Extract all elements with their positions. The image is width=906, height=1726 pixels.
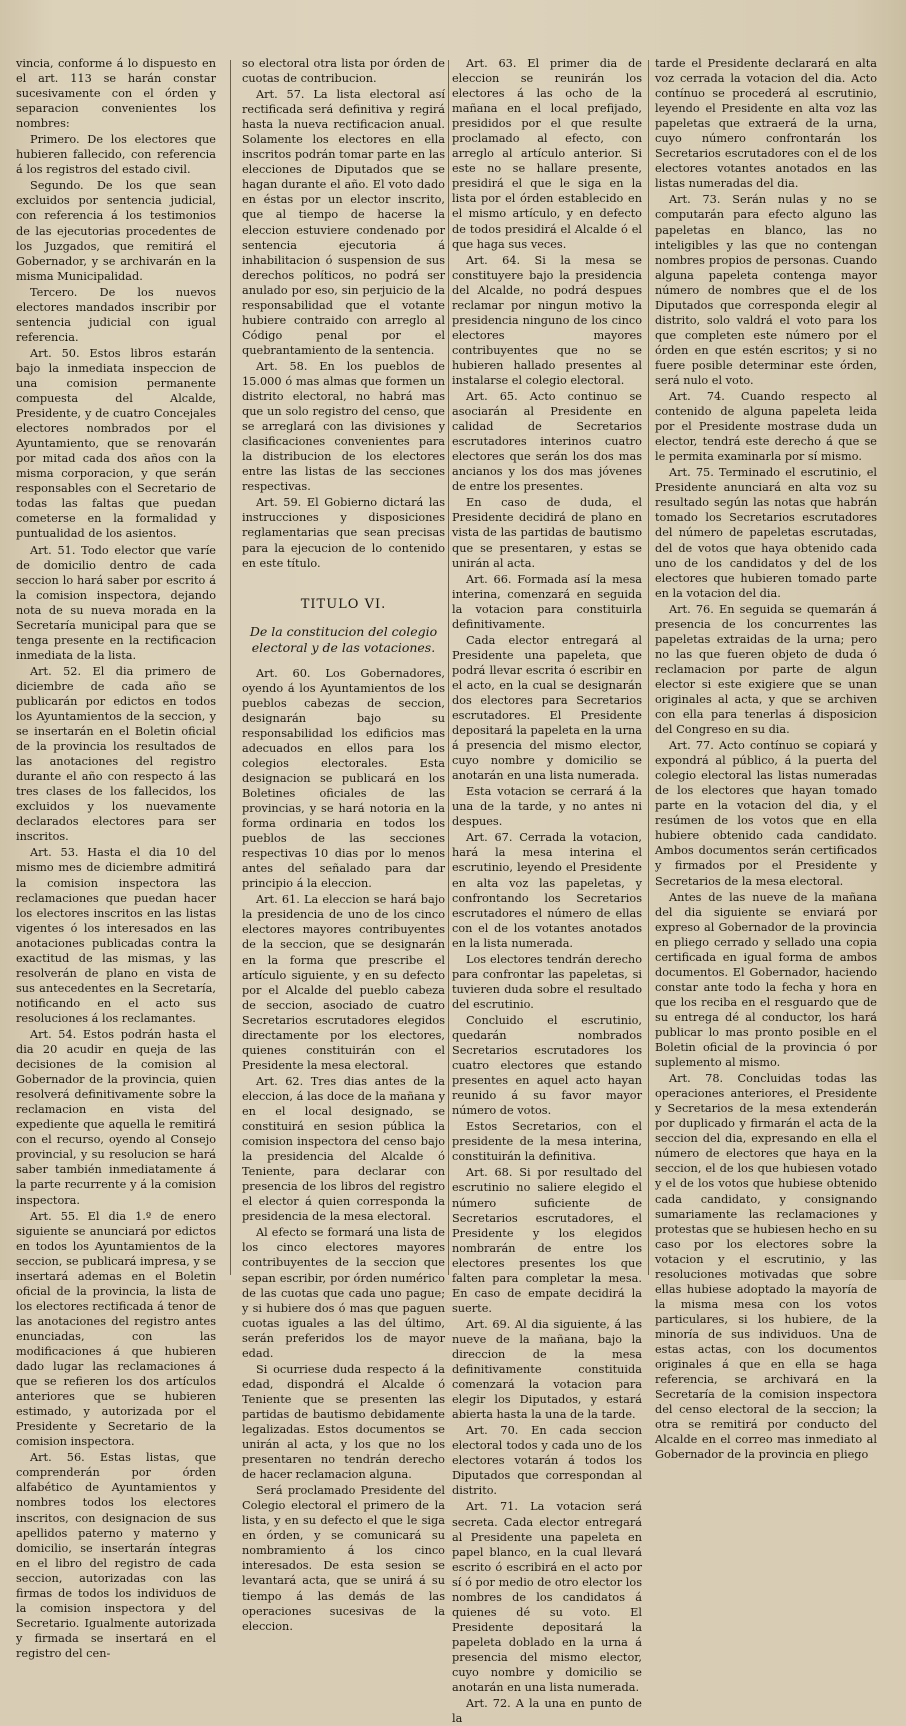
- paragraph: Art. 66. Formada así la mesa interina, comenzará en seguida la votacion para constituirla definitivamente.: [452, 572, 642, 631]
- paragraph: Art. 61. La eleccion se hará bajo la presidencia de uno de los cinco electores mayores contribuyentes de la seccion, que se designarán en la forma que prescribe el artículo siguiente, y en su defecto por el Alcalde del pueblo cabeza de seccion, asociado de cuatro Secretarios escrutadores elegidos directamente por los electores, quienes constituirán con el Presidente la mesa electoral.: [242, 893, 445, 1072]
- paragraph: Art. 54. Estos podrán hasta el dia 20 acudir en queja de las decisiones de la comision al Gobernador de la provincia, quien resolverá definitivamente sobre la reclamacion en vista del expediente que aquella le remitirá con el recurso, oyendo al Consejo provincial, y su resolucion se hará saber también inmediatamente á la parte recurrente y á la comision inspectora.: [16, 1028, 216, 1207]
- column-1: [16, 56, 216, 1660]
- paragraph: Si ocurriese duda respecto á la edad, dispondrá el Alcalde ó Teniente que se presenten las partidas de bautismo debidamente legalizadas. Estos documentos se unirán al acta, y los que no los presentaren no tendrán derecho de hacer reclamacion alguna.: [242, 1362, 445, 1482]
- paragraph: Art. 59. El Gobierno dictará las instrucciones y disposiciones reglamentarias que sean precisas para la ejecucion de lo contenido en este título.: [242, 496, 445, 570]
- paragraph: vincia, conforme á lo dispuesto en el art. 113 se harán constar sucesivamente con el órden y separacion convenientes los nombres:: [16, 57, 216, 131]
- paragraph: Art. 50. Estos libros estarán bajo la inmediata inspeccion de una comision permanente compuesta del Alcalde, Presidente, y de cuatro Concejales electores nombrados por el Ayuntamiento, que se renovarán por mitad cada dos años con la misma corporacion, y que serán responsables con el Secretario de todas las faltas que puedan cometerse en la formalidad y puntualidad de los asientos.: [16, 346, 216, 541]
- column-rule: [448, 60, 449, 1275]
- paragraph: Cada elector entregará al Presidente una papeleta, que podrá llevar escrita ó escribir en el acto, en la cual se designarán dos electores para Secretarios escrutadores. El Presidente depositará la papeleta en la urna á presencia del mismo elector, cuyo nombre y domicilio se anotarán en una lista numerada.: [452, 633, 642, 783]
- paragraph: Segundo. De los que sean excluidos por sentencia judicial, con referencia á los testimonios de las ejecutorias procedentes de los Juzgados, que remitirá el Gobernador, y se archivarán en la misma Municipalidad.: [16, 179, 216, 283]
- paragraph: Art. 70. En cada seccion electoral todos y cada uno de los electores votarán á todos los Diputados que correspondan al distrito.: [452, 1424, 642, 1498]
- section-heading: TITULO VI.: [300, 596, 387, 612]
- paragraph: so electoral otra lista por órden de cuotas de contribucion.: [242, 57, 445, 86]
- paragraph: Esta votacion se cerrará á la una de la tarde, y no antes ni despues.: [452, 785, 642, 829]
- paragraph: Art. 53. Hasta el dia 10 del mismo mes de diciembre admitirá la comision inspectora las reclamaciones que puedan hacer los electores inscritos en las listas vigentes ó los interesados en las anotaciones publicadas contra la exactitud de las mismas, y las resolverán de plano en vista de sus antecedentes en la Secretaría, notificando en el acto sus resoluciones á los reclamantes.: [16, 846, 216, 1025]
- paragraph: Concluido el escrutinio, quedarán nombrados Secretarios escrutadores los cuatro electores que estando presentes en aquel acto hayan reunido á su favor mayor número de votos.: [452, 1013, 642, 1118]
- paragraph: Art. 62. Tres dias antes de la eleccion, á las doce de la mañana y en el local designado, se constituirá en sesion pública la comision inspectora del censo bajo la presidencia del Alcalde ó Teniente, para declarar con presencia de los libros del registro el elector á quien corresponda la presidencia de la mesa electoral.: [242, 1074, 445, 1224]
- paragraph: Art. 76. En seguida se quemarán á presencia de los concurrentes las papeletas extraidas de la urna; pero no las que fueren objeto de duda ó reclamacion por parte de algun elector si este exigiere que se unan originales al acta, y que se archiven con ella para tenerlas á disposicion del Congreso en su dia.: [655, 602, 877, 737]
- paragraph: Art. 51. Todo elector que varíe de domicilio dentro de cada seccion lo hará saber por escrito á la comision inspectora, dejando nota de su nueva morada en la Secretaría municipal para que se tenga presente en la rectificacion inmediata de la lista.: [16, 543, 216, 662]
- paragraph: Art. 78. Concluidas todas las operaciones anteriores, el Presidente y Secretarios de la mesa extenderán por duplicado y firmarán el acta de la seccion del dia, expresando en ella el número de electores que haya en la seccion, el de los que hubiesen votado y el de los votos que hubiese obtenido cada candidato, y consignando sumariamente las reclamaciones y protestas que se hubiesen hecho en su caso por los electores sobre la votacion y el escrutinio, y las resoluciones motivadas que sobre ellas hubiese adoptado la mayoría de la misma mesa con los votos particulares, si los hubiere, de la minoría de sus individuos. Una de estas actas, con los documentos originales á que en ella se haga referencia, se archivará en la Secretaría de la comision inspectora del censo electoral de la seccion; la otra se remitirá por conducto del Alcalde en el correo mas inmediato al Gobernador de la provincia en pliego: [655, 1072, 877, 1462]
- column-rule: [230, 60, 231, 1275]
- paragraph: Al efecto se formará una lista de los cinco electores mayores contribuyentes de la seccion que sepan escribir, por órden numérico de las cuotas que cada uno pague; y si hubiere dos ó mas que paguen cuotas iguales a las del último, serán preferidos los de mayor edad.: [242, 1226, 445, 1360]
- column-2: [242, 56, 445, 1633]
- paragraph: tarde el Presidente declarará en alta voz cerrada la votacion del dia. Acto contínuo se procederá al escrutinio, leyendo el Presidente en alta voz las papeletas que extraerá de la urna, cuyo número confrontarán los Secretarios escrutadores con el de los electores votantes anotados en las listas numeradas del dia.: [655, 57, 877, 191]
- column-4: [655, 56, 877, 1462]
- paragraph: Art. 69. Al dia siguiente, á las nueve de la mañana, bajo la direccion de la mesa definitivamente constituida comenzará la votacion para elegir los Diputados, y estará abierta hasta la una de la tarde.: [452, 1317, 642, 1422]
- section-subheading: De la constitucion del colegio electoral y de las votaciones.: [249, 623, 438, 655]
- paragraph: Art. 67. Cerrada la votacion, hará la mesa interina el escrutinio, leyendo el Presidente en alta voz las papeletas, y confrontando los Secretarios escrutadores el número de ellas con el de los votantes anotados en la lista numerada.: [452, 831, 642, 950]
- paragraph: Tercero. De los nuevos electores mandados inscribir por sentencia judicial con igual referencia.: [16, 285, 216, 344]
- paragraph: Art. 68. Si por resultado del escrutinio no saliere elegido el número suficiente de Secretarios escrutadores, el Presidente y los elegidos nombrarán de entre los electores presentes los que falten para completar la mesa. En caso de empate decidirá la suerte.: [452, 1166, 642, 1315]
- paragraph: Art. 74. Cuando respecto al contenido de alguna papeleta leida por el Presidente mostrase duda un elector, tendrá este derecho á que se le permita examinarla por sí mismo.: [655, 390, 877, 464]
- paragraph: En caso de duda, el Presidente decidirá de plano en vista de las partidas de bautismo que se presentaren, y estas se unirán al acta.: [452, 496, 642, 570]
- paragraph: Art. 73. Serán nulas y no se computarán para efecto alguno las papeletas en blanco, las no inteligibles y las que no contengan nombres propios de personas. Cuando alguna papeleta contenga mayor número de nombres que el de los Diputados que corresponda elegir al distrito, solo valdrá el voto para los que completen este número por el órden en que estén escritos; y si no fuere posible determinar este órden, será nulo el voto.: [655, 193, 877, 387]
- paragraph: Será proclamado Presidente del Colegio electoral el primero de la lista, y en su defecto el que le siga en órden, y se comunicará su nombramiento á los cinco interesados. De esta sesion se levantará acta, que se unirá á su tiempo á las demás de las operaciones sucesivas de la eleccion.: [242, 1484, 445, 1633]
- paragraph: Estos Secretarios, con el presidente de la mesa interina, constituirán la definitiva.: [452, 1120, 642, 1164]
- paragraph: Art. 58. En los pueblos de 15.000 ó mas almas que formen un distrito electoral, no habrá mas que un solo registro del censo, que se arreglará con las divisiones y clasificaciones convenientes para la distribucion de los electores entre las listas de las secciones respectivas.: [242, 359, 445, 494]
- paragraph: Primero. De los electores que hubieren fallecido, con referencia á los registros del estado civil.: [16, 133, 216, 177]
- paragraph: Art. 72. A la una en punto de la: [452, 1697, 642, 1726]
- paragraph: Art. 71. La votacion será secreta. Cada elector entregará al Presidente una papeleta en papel blanco, en la cual llevará escrito ó escribirá en el acto por sí ó por medio de otro elector los nombres de los candidatos á quienes dé su voto. El Presidente depositará la papeleta doblado en la urna á presencia del mismo elector, cuyo nombre y domicilio se anotarán en una lista numerada.: [452, 1500, 642, 1695]
- paragraph: Art. 55. El dia 1.º de enero siguiente se anunciará por edictos en todos los Ayuntamientos de la seccion, se publicará impresa, y se insertará ademas en el Boletin oficial de la provincia, la lista de los electores rectificada á tenor de las anotaciones del registro antes enunciadas, con las modificaciones á que hubieren dado lugar las reclamaciones á que se refieren los dos artículos anteriores que se hubieren estimado, y autorizada por el Presidente y Secretario de la comision inspectora.: [16, 1209, 216, 1449]
- paragraph: Art. 65. Acto continuo se asociarán al Presidente en calidad de Secretarios escrutadores interinos cuatro electores que serán los dos mas ancianos y los dos mas jóvenes de entre los presentes.: [452, 390, 642, 494]
- paragraph: Art. 57. La lista electoral así rectificada será definitiva y regirá hasta la nueva rectificacion anual. Solamente los electores en ella inscritos podrán tomar parte en las elecciones de Diputados que se hagan durante el año. El voto dado en éstas por un elector inscrito, que al tiempo de hacerse la eleccion estuviere condenado por sentencia ejecutoria á inhabilitacion ó suspension de sus derechos políticos, no podrá ser anulado por eso, sin perjuicio de la responsabilidad que el votante hubiere contraido con arreglo al Código penal por el quebrantamiento de la sentencia.: [242, 88, 445, 357]
- paragraph: Art. 60. Los Gobernadores, oyendo á los Ayuntamientos de los pueblos cabezas de seccion, designarán bajo su responsabilidad los edificios mas adecuados en ellos para los colegios electorales. Esta designacion se publicará en los Boletines oficiales de las provincias, y se hará notoria en la forma ordinaria en todos los pueblos de las secciones respectivas 10 dias por lo menos antes del señalado para dar principio á la eleccion.: [242, 666, 445, 891]
- paragraph: Los electores tendrán derecho para confrontar las papeletas, si tuvieren duda sobre el resultado del escrutinio.: [452, 952, 642, 1011]
- column-3: [452, 56, 642, 1726]
- paragraph: Art. 52. El dia primero de diciembre de cada año se publicarán por edictos en todos los Ayuntamientos de la seccion, y se insertarán en el Boletin oficial de la provincia los resultados de las anotaciones del registro durante el año con respecto á las tres clases de los fallecidos, los excluidos y los nuevamente declarados electores para ser inscritos.: [16, 664, 216, 844]
- paragraph: Art. 63. El primer dia de eleccion se reunirán los electores á las ocho de la mañana en el local prefijado, presididos por el que resulte proclamado al efecto, con arreglo al artículo anterior. Si este no se hallare presente, presidirá el que le siga en la lista por el órden establecido en el mismo artículo, y en defecto de todos presidirá el Alcalde ó el que haga sus veces.: [452, 57, 642, 251]
- paragraph: Art. 77. Acto contínuo se copiará y expondrá al público, á la puerta del colegio electoral las listas numeradas de los electores que hayan tomado parte en la votacion del dia, y el resúmen de los votos que en ella hubiere obtenido cada candidato. Ambos documentos serán certificados y firmados por el Presidente y Secretarios de la mesa electoral.: [655, 739, 877, 888]
- paragraph: Art. 64. Si la mesa se constituyere bajo la presidencia del Alcalde, no podrá despues reclamar por ningun motivo la presidencia ninguno de los cinco electores mayores contribuyentes que no se hubieren hallado presentes al instalarse el colegio electoral.: [452, 253, 642, 387]
- paragraph: Art. 75. Terminado el escrutinio, el Presidente anunciará en alta voz su resultado según las notas que habrán tomado los Secretarios escrutadores del número de papeletas escrutadas, del de votos que haya obtenido cada uno de los candidatos y del de los electores que hubieren tomado parte en la votacion del dia.: [655, 466, 877, 600]
- paragraph: Art. 56. Estas listas, que comprenderán por órden alfabético de Ayuntamientos y nombres todos los electores inscritos, con designacion de sus apellidos paterno y materno y domicilio, se insertarán íntegras en el libro del registro de cada seccion, autorizadas con las firmas de todos los individuos de la comision inspectora y del Secretario. Igualmente autorizada y firmada se insertará en el registro del cen-: [16, 1451, 216, 1660]
- paragraph: Antes de las nueve de la mañana del dia siguiente se enviará por expreso al Gobernador de la provincia en pliego cerrado y sellado una copia certificada en igual forma de ambos documentos. El Gobernador, haciendo constar ante todo la fecha y hora en que los reciba en el resguardo que de su entrega dé al conductor, los hará publicar lo mas pronto posible en el Boletin oficial de la provincia ó por suplemento al mismo.: [655, 890, 877, 1070]
- column-rule: [648, 60, 649, 1275]
